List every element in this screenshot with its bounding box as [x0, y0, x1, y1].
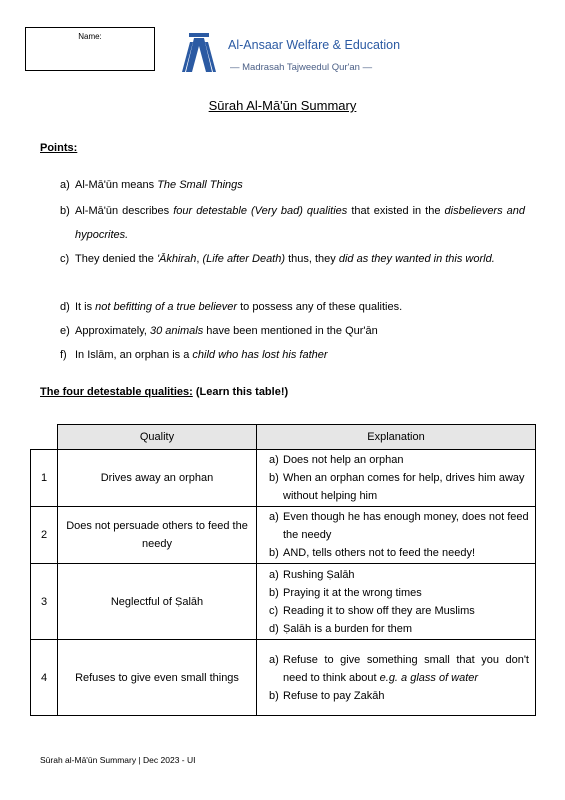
qualities-table — [30, 424, 536, 716]
emphasis-text: did as they wanted in this world. — [338, 253, 495, 265]
explanation-marker: a) — [269, 511, 279, 523]
page-title: Sūrah Al-Mā'ūn Summary — [208, 98, 357, 113]
point-marker: b) — [60, 205, 70, 217]
text-segment: They denied the — [75, 253, 157, 265]
explanation-cell — [257, 507, 536, 564]
name-box[interactable] — [25, 27, 155, 71]
point-item — [60, 346, 525, 364]
quality-cell: Does not persuade others to feed the needy — [58, 507, 257, 564]
explanation-marker: c) — [269, 604, 279, 617]
explanation-item — [263, 469, 529, 505]
text-segment: that existed in the — [347, 205, 445, 217]
explanation-cell — [257, 450, 536, 507]
emphasis-text: not befitting of a true believer — [95, 301, 238, 313]
explanation-marker: b) — [269, 586, 279, 599]
point-item — [60, 202, 525, 247]
explanation-marker: b) — [269, 472, 279, 484]
page-footer: Sūrah al-Mā'ūn Summary | Dec 2023 - UI — [40, 755, 196, 765]
table-header-row — [31, 425, 536, 450]
point-item — [60, 322, 525, 340]
point-marker: a) — [60, 179, 70, 191]
point-item — [60, 250, 525, 271]
text-segment: Rushing Ṣalāh — [283, 568, 355, 581]
text-segment: Refuse to pay Zakāh — [283, 689, 385, 702]
text-segment: Even though he has enough money, does not feed the needy — [283, 511, 529, 541]
explanation-marker: b) — [269, 689, 279, 702]
explanation-marker: d) — [269, 622, 279, 635]
quality-cell: Refuses to give even small things — [58, 640, 257, 716]
point-marker: d) — [60, 301, 70, 313]
text-segment: Al-Mā'ūn describes — [75, 205, 174, 217]
text-segment: Does not help an orphan — [283, 454, 404, 466]
point-item — [60, 298, 525, 316]
qualities-heading-title: The four detestable qualities: — [40, 386, 193, 398]
explanation-item — [263, 687, 529, 705]
text-segment: AND, tells others not to feed the needy! — [283, 547, 476, 559]
text-segment: Approximately, — [75, 325, 150, 337]
row-number: 2 — [31, 507, 58, 564]
point-marker: e) — [60, 325, 70, 337]
row-number: 1 — [31, 450, 58, 507]
text-segment: When an orphan comes for help, drives him away without helping him — [283, 472, 525, 502]
text-segment: Refuse to give something small that you don't need to think about — [283, 653, 529, 684]
emphasis-text: e.g. a glass of water — [379, 671, 479, 684]
text-segment: thus, they — [285, 253, 339, 265]
explanation-item — [263, 566, 529, 584]
point-item — [60, 176, 525, 194]
explanation-cell — [257, 640, 536, 716]
point-text — [75, 322, 525, 340]
explanation-marker: a) — [269, 653, 279, 666]
table-row — [31, 564, 536, 640]
text-segment: Praying it at the wrong times — [283, 586, 422, 599]
points-heading: Points: — [40, 142, 78, 154]
text-segment: Reading it to show off they are Muslims — [283, 604, 475, 617]
text-segment: have been mentioned in the Qur'ān — [203, 325, 378, 337]
emphasis-text: 'Ākhirah — [156, 253, 197, 265]
explanation-marker: a) — [269, 568, 279, 581]
qualities-heading-note: (Learn this table!) — [192, 386, 289, 398]
emphasis-text: (Life after Death) — [202, 253, 286, 265]
organization-name: Al-Ansaar Welfare & Education — [228, 38, 401, 52]
explanation-cell — [257, 564, 536, 640]
row-number: 3 — [31, 564, 58, 640]
table-row — [31, 507, 536, 564]
quality-cell: Neglectful of Ṣalāh — [58, 564, 257, 640]
explanation-item — [263, 544, 529, 562]
point-text — [75, 346, 525, 364]
point-text — [75, 298, 525, 316]
qualities-heading — [40, 386, 288, 398]
explanation-item — [263, 508, 529, 544]
organization-subtitle: — Madrasah Tajweedul Qur'an — — [230, 62, 373, 73]
explanation-item — [263, 620, 529, 638]
table-row — [31, 640, 536, 716]
text-segment: In Islām, an orphan is a — [75, 349, 193, 361]
explanation-item — [263, 602, 529, 620]
explanation-marker: a) — [269, 454, 279, 466]
point-text — [75, 176, 525, 194]
emphasis-text: The Small Things — [157, 179, 243, 191]
quality-cell: Drives away an orphan — [58, 450, 257, 507]
explanation-item — [263, 451, 529, 469]
emphasis-text: disbelievers and hypocrites. — [75, 205, 525, 241]
table-header-blank — [31, 425, 58, 450]
point-text — [75, 199, 525, 247]
name-label: Name: — [78, 32, 102, 41]
table-header-explanation: Explanation — [257, 425, 536, 450]
table-row — [31, 450, 536, 507]
emphasis-text: four detestable (Very bad) qualities — [173, 205, 348, 217]
table-header-quality: Quality — [58, 425, 257, 450]
point-marker: f) — [60, 349, 67, 361]
point-marker: c) — [60, 253, 70, 265]
text-segment: It is — [75, 301, 96, 313]
explanation-item — [263, 651, 529, 687]
organization-logo-icon — [180, 32, 218, 74]
point-text — [75, 247, 525, 271]
text-segment: , — [196, 253, 203, 265]
emphasis-text: child who has lost his father — [192, 349, 328, 361]
explanation-item — [263, 584, 529, 602]
row-number: 4 — [31, 640, 58, 716]
text-segment: to possess any of these qualities. — [237, 301, 403, 313]
text-segment: Al-Mā'ūn means — [75, 179, 158, 191]
text-segment: Ṣalāh is a burden for them — [283, 622, 413, 635]
emphasis-text: 30 animals — [150, 325, 204, 337]
explanation-marker: b) — [269, 547, 279, 559]
